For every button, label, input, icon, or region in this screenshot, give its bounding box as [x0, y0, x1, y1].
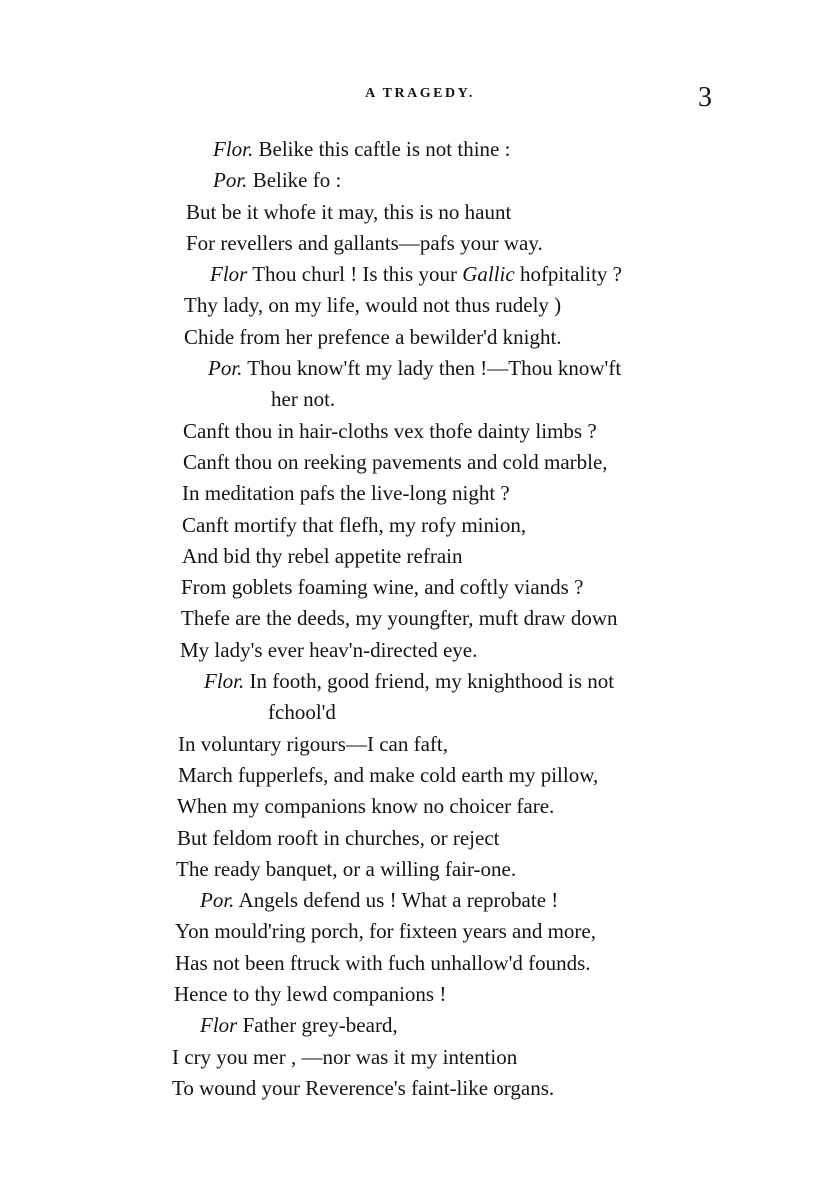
verse-text-span: But feldom rooft in churches, or reject: [177, 825, 500, 850]
verse-text-span: Father grey-beard,: [237, 1013, 398, 1038]
emphasis-word: Gallic: [462, 262, 515, 287]
verse-text-span: Has not been ftruck with fuch unhallow'd founds.: [175, 950, 591, 975]
verse-text-span: Chide from her prefence a bewilder'd knight.: [184, 324, 562, 349]
verse-line: [0, 165, 840, 196]
verse-line: [0, 447, 840, 478]
verse-text-span: In meditation pafs the live-long night ?: [182, 481, 510, 506]
verse-text-span: The ready banquet, or a willing fair-one.: [176, 856, 517, 881]
verse-text-span: In voluntary rigours—I can faft,: [178, 731, 448, 756]
verse-text-span: In footh, good friend, my knighthood is not: [244, 669, 615, 694]
verse-line: [0, 384, 840, 415]
verse-line: [0, 510, 840, 541]
verse-text-span: Canft thou on reeking pavements and cold marble,: [183, 449, 608, 474]
verse-line: [0, 134, 840, 165]
verse-text-span: To wound your Reverence's faint-like organs.: [172, 1075, 555, 1100]
speaker-name: Flor.: [204, 669, 245, 694]
verse-text-span: Belike this caftle is not thine :: [253, 137, 511, 161]
verse-line: [0, 854, 840, 885]
verse-text-span: Hence to thy lewd companions !: [174, 982, 447, 1007]
verse-line: [0, 666, 840, 697]
verse-text-span: Belike fo :: [247, 168, 342, 193]
verse-text-span: My lady's ever heav'n-directed eye.: [180, 637, 478, 662]
verse-text-span: But be it whofe it may, this is no haunt: [186, 199, 512, 224]
verse-line: [0, 791, 840, 822]
verse-line: [0, 729, 840, 760]
verse-line: [0, 979, 840, 1010]
verse-text-span: When my companions know no choicer fare.: [177, 794, 555, 819]
verse-line: [0, 916, 840, 947]
verse-text: [0, 134, 840, 1104]
verse-text-span: Canft mortify that flefh, my rofy minion,: [182, 512, 527, 537]
verse-text-span: Thou churl ! Is this your: [247, 262, 463, 287]
page-number: 3: [698, 82, 712, 113]
speaker-name: Flor.: [213, 137, 254, 161]
speaker-name: Por.: [213, 168, 248, 193]
verse-text-span: And bid thy rebel appetite refrain: [182, 543, 463, 568]
verse-line: [0, 197, 840, 228]
verse-line: [0, 603, 840, 634]
verse-text-span: Thefe are the deeds, my youngfter, muft draw down: [181, 606, 618, 631]
verse-line: [0, 948, 840, 979]
speaker-name: Flor: [200, 1013, 238, 1038]
verse-line: [0, 635, 840, 666]
verse-line: [0, 416, 840, 447]
verse-text-span: Thou know'ft my lady then !—Thou know'ft: [242, 356, 622, 381]
verse-text-span: her not.: [271, 387, 336, 412]
speaker-name: Por.: [200, 888, 235, 913]
verse-line: [0, 478, 840, 509]
verse-text-span: Angels defend us ! What a reprobate !: [234, 888, 559, 913]
verse-line: [0, 572, 840, 603]
verse-text-span: fchool'd: [268, 700, 336, 725]
verse-line: [0, 353, 840, 384]
verse-line: [0, 322, 840, 353]
verse-text-span: hofpitality ?: [514, 262, 622, 287]
verse-text-span: For revellers and gallants—pafs your way.: [186, 230, 543, 255]
verse-line: [0, 697, 840, 728]
verse-line: [0, 290, 840, 321]
verse-text-span: Canft thou in hair-cloths vex thofe dainty limbs ?: [183, 418, 597, 443]
verse-line: [0, 1042, 840, 1073]
verse-line: [0, 228, 840, 259]
speaker-name: Por.: [208, 356, 243, 381]
running-title: A TRAGEDY.: [365, 86, 475, 101]
verse-line: [0, 1010, 840, 1041]
speaker-name: Flor: [210, 262, 248, 287]
verse-line: [0, 259, 840, 290]
verse-line: [0, 1073, 840, 1104]
verse-text-span: Thy lady, on my life, would not thus rudely ): [184, 293, 562, 318]
verse-line: [0, 760, 840, 791]
verse-text-span: I cry you mer , —nor was it my intention: [172, 1044, 518, 1069]
verse-text-span: From goblets foaming wine, and coftly viands ?: [181, 575, 584, 600]
verse-text-span: March fupperlefs, and make cold earth my pillow,: [178, 762, 599, 787]
verse-line: [0, 541, 840, 572]
verse-text-span: Yon mould'ring porch, for fixteen years and more,: [175, 919, 596, 944]
verse-line: [0, 885, 840, 916]
verse-line: [0, 823, 840, 854]
